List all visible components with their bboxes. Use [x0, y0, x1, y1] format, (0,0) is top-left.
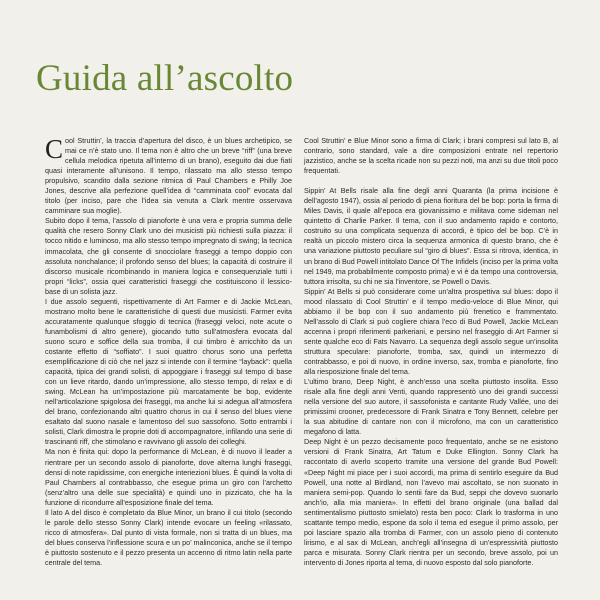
- page-title: Guida all’ascolto: [36, 58, 294, 99]
- paragraph: L’ultimo brano, Deep Night, è anch’esso una scelta piuttosto insolita. Esso risale alla fine degli anni Venti, quando rappresentò uno dei grandi successi nella versione del suo autore, il sassofonista e cantante Rudy Vallée, uno dei primissimi crooner, predecessore di Frank Sinatra e Tony Bennett, celebre per la sua abitudine di cantare non con il microfono, ma con un caratteristico megafono di latta.: [304, 377, 558, 437]
- paragraph: I due assolo seguenti, rispettivamente di Art Farmer e di Jackie McLean, mostrano molto bene le caratteristiche di questi due musicisti. Farmer evita accuratamente qualunque sfoggio di tecnica (fraseggi veloci, note acute o funambolismi di altro genere), giocando tutto sull’atmosfera evocata dal suono scuro e soffice della sua tromba, il cui timbro è arricchito da un costante effetto di “soffiato”. I suoi quattro chorus sono una perfetta esemplificazione di ciò che nel jazz si intende con il termine “layback”: quella capacità, tipica dei grandi solisti, di appoggiare i fraseggi sul tempo di base con un lieve ritardo, dando un’impressione, allo stesso tempo, di relax e di swing. McLean ha un’impostazione più marcatamente be bop, evidente nell’articolazione spigolosa dei fraseggi, ma anche lui si adegua all’atmosfera del brano, confezionando altri quattro chorus in cui il senso del blues viene esaltato dal suono nasale e lamentoso del suo sassofono. Sotto entrambi i solisti, Clark dimostra le proprie doti di accompagnatore, infilando una serie di trascinanti riff, che stimolano e ravvivano gli assolo dei colleghi.: [45, 296, 292, 447]
- left-column: [45, 136, 292, 568]
- paragraph: Sippin’ At Bells si può considerare come un’altra prospettiva sul blues: dopo il mood rilassato di Cool Struttin’ e il tempo medio-veloce di Blue Minor, qui abbiamo il be bop con il suo andamento più frenetico e frammentato. Nell’assolo di Clark si può cogliere chiara l’eco di Bud Powell, Jackie McLean accenna i propri riferimenti parkeriani, e persino nel fraseggio di Art Farmer si sente qualche eco di Fats Navarro. La sequenza degli assolo segue un’insolita struttura speculare: pianoforte, tromba, sax, quindi un intermezzo di contrabbasso, e poi di nuovo, in ordine inverso, sax, tromba e pianoforte, fino alla riesposizione finale del tema.: [304, 286, 558, 377]
- paragraph: Il lato A del disco è completato da Blue Minor, un brano il cui titolo (secondo le parole dello stesso Sonny Clark) intende evocare un feeling «rilassato, ricco di atmosfera». Dal punto di vista formale, non si tratta di un blues, ma del blues conserva l’inflessione scura e un po’ malinconica, anche se il tempo è piuttosto sostenuto e il pezzo presenta un accenno di ritmo latin nella parte centrale del tema.: [45, 507, 292, 567]
- paragraph: Cool Struttin’ e Blue Minor sono a firma di Clark; i brani compresi sul lato B, al contrario, sono standard, vale a dire composizioni entrate nel repertorio jazzistico, anche se la scelta ricade non su pezzi noti, ma anzi su due titoli poco frequentati.: [304, 136, 558, 176]
- paragraph: Sippin’ At Bells risale alla fine degli anni Quaranta (la prima incisione è dell’agosto 1947), ossia al periodo di piena fioritura del be bop: porta la firma di Miles Davis, il quale all’epoca era giovanissimo e militava come sideman nel quintetto di Charlie Parker. Il tema, con il suo andamento rapido e contorto, costruito su una complicata sequenza di accordi, è tipico del be bop. C’è in realtà un piccolo mistero circa la sequenza armonica di questo brano, che è una variazione piuttosto peculiare sul “giro di blues”. Essa si ritrova, identica, in un brano di Bud Powell intitolato Dance Of The Infidels (inciso per la prima volta nel 1949, ma probabilmente composto prima) e vi è da tempo una controversia, tuttora irrisolta, su chi ne sia l’inventore, se Powell o Davis.: [304, 186, 558, 286]
- paragraph: Subito dopo il tema, l’assolo di pianoforte è una vera e propria summa delle qualità che resero Sonny Clark uno dei musicisti più richiesti sulla piazza: il tocco nitido e luminoso, ma allo stesso tempo impregnato di swing; la tecnica immacolata, che gli consente di snocciolare fraseggi a tempo doppio con assoluta nonchalance; il profondo senso del blues; la capacità di costruire il discorso musicale ricombinando in maniera logica e consequenziale tutti i propri “licks”, ossia quei caratteristici fraseggi che costituiscono il lessico-base di un solista jazz.: [45, 216, 292, 296]
- paragraph: Cool Struttin’, la traccia d’apertura del disco, è un blues archetipico, se mai ce n’è stato uno. Il tema non è altro che un breve “riff” (una breve cellula melodica ripetuta all’interno di un brano), eseguito dai due fiati quasi interamente all’unisono. Il tempo, rilassato ma allo stesso tempo propulsivo, scandito dalla sezione ritmica di Paul Chambers e Philly Joe Jones, descrive alla perfezione quell’idea di “camminata cool” evocata dal titolo (per inciso, pare che l’idea sia venuta a Clark mentre osservava camminare sua moglie).: [45, 134, 292, 216]
- paragraph: Ma non è finita qui: dopo la performance di McLean, è di nuovo il leader a rientrare per un secondo assolo di pianoforte, dove alterna lunghi fraseggi, densi di note rapidissime, con energiche interiezioni blues. È quindi la volta di Paul Chambers al contrabbasso, che esegue prima un giro con l’archetto (senz’altro una delle sue specialità) e quindi uno in pizzicato, che ha la funzione di ricondurre all’esposizione finale del tema.: [45, 447, 292, 507]
- drop-cap: C: [45, 134, 64, 164]
- paragraph: Deep Night è un pezzo decisamente poco frequentato, anche se ne esistono versioni di Frank Sinatra, Art Tatum e Duke Ellington. Sonny Clark ha raccontato di averlo scoperto tramite una versione del grande Bud Powell: «Deep Night mi piace per i suoi accordi, ma prima di sentirlo eseguire da Bud Powell, una notte al Birdland, non l’avevo mai ascoltato, se non suonato in maniera semi-pop. Quando lo sentii fare da Bud, seppi che dovevo suonarlo anch’io, alla mia maniera». In effetti del brano originale (una ballad dal sentimentalismo piuttosto smielato) resta ben poco: Clark lo trasforma in uno scattante tempo medio, espone da solo il tema ed esegue il primo assolo, per poi lasciare spazio alla tromba di Farmer, con un assolo pieno di contenuto lirismo, e al sax di McLean, anch’egli all’insegna di un’espressività piuttosto parca e misurata. Sonny Clark rientra per un secondo, breve assolo, poi un intervento di Jones riporta al tema, di nuovo esposto dal solo pianoforte.: [304, 437, 558, 567]
- right-column: [304, 136, 558, 568]
